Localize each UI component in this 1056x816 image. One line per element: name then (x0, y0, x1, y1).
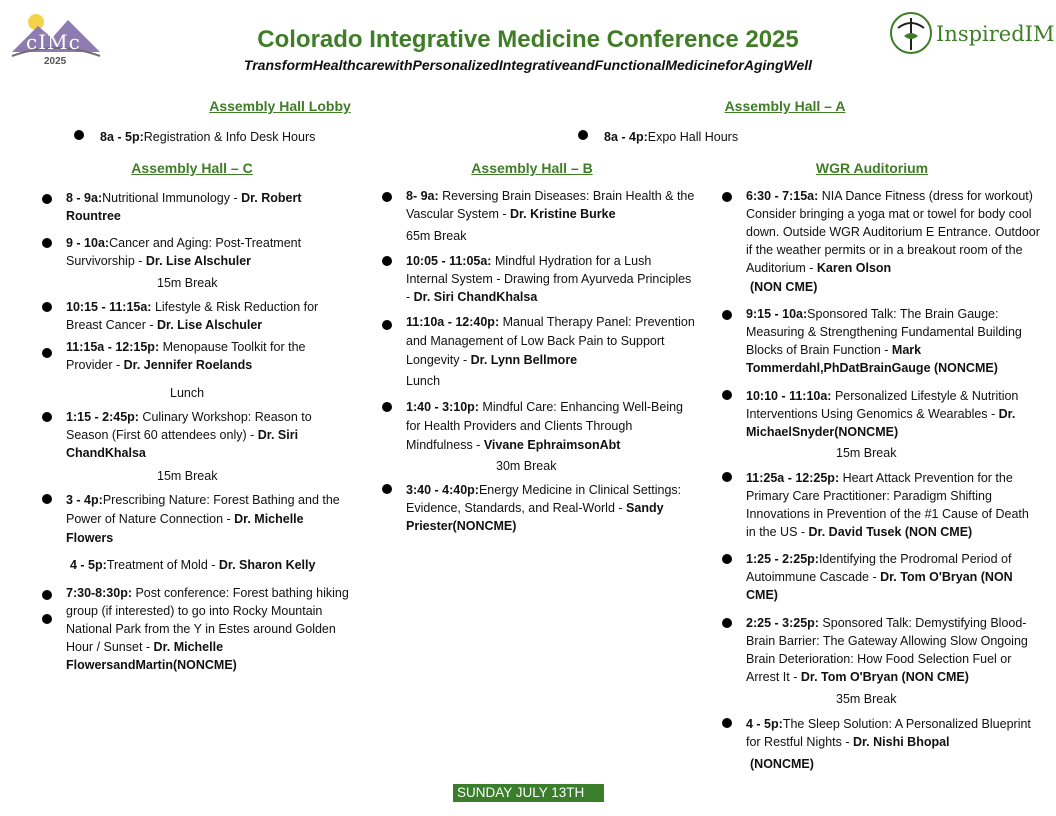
bullet-icon (722, 192, 732, 202)
bullet-icon (382, 256, 392, 266)
non-cme-note: (NON CME) (750, 280, 818, 294)
bullet-icon (722, 618, 732, 628)
bullet-icon (42, 238, 52, 248)
bullet-icon (722, 718, 732, 728)
hall-c-heading: Assembly Hall – C (131, 160, 253, 176)
session-item: 3 - 4p:Prescribing Nature: Forest Bathing and the Power of Nature Connection - Dr. Michelle Flowers (66, 493, 340, 545)
page-title: Colorado Integrative Medicine Conference 2025 (257, 26, 799, 53)
session-item: 10:05 - 11:05a: Mindful Hydration for a Lush Internal System - Drawing from Ayurveda Principles - Dr. Siri ChandKhalsa (406, 254, 692, 304)
cimc-logo-year: 2025 (44, 56, 67, 67)
bullet-icon (42, 302, 52, 312)
lobby-item: 8a - 5p:Registration & Info Desk Hours (100, 130, 316, 144)
break-label: Lunch (170, 386, 205, 400)
break-label: 65m Break (406, 229, 467, 243)
inspiredim-logo-text: InspiredIM (936, 22, 1055, 46)
bullet-icon (382, 484, 392, 494)
session-item: 2:25 - 3:25p: Sponsored Talk: Demystifying Blood-Brain Barrier: The Gateway Allowing Slow Ongoing Brain Deterioration: How Food Selection Fuel or Arrest It - Dr. Tom O'Bryan (NON CME) (746, 616, 1028, 684)
session-item: 9 - 10a:Cancer and Aging: Post-Treatment Survivorship - Dr. Lise Alschuler (66, 236, 302, 268)
session-item: 4 - 5p:The Sleep Solution: A Personalized Blueprint for Restful Nights - Dr. Nishi Bhopal (746, 717, 1031, 749)
bullet-icon (74, 130, 84, 140)
wgr-heading: WGR Auditorium (815, 160, 929, 176)
lobby-heading: Assembly Hall Lobby (209, 98, 351, 114)
bullet-icon (722, 472, 732, 482)
session-item: 3:40 - 4:40p:Energy Medicine in Clinical Settings: Evidence, Standards, and Real-World - Sandy Priester(NONCME) (406, 483, 682, 533)
bullet-icon (382, 192, 392, 202)
session-item: 9:15 - 10a:Sponsored Talk: The Brain Gauge: Measuring & Strengthening Fundamental Building Blocks of Brain Function - Mark Tommerdahl,PhDatBrainGauge (NONCME) (746, 307, 1022, 375)
session-item: 10:15 - 11:15a: Lifestyle & Risk Reduction for Breast Cancer - Dr. Lise Alschuler (66, 300, 319, 332)
day-label: SUNDAY JULY 13TH (453, 784, 604, 802)
non-cme-note: (NONCME) (750, 757, 814, 771)
session-item: 11:10a - 12:40p: Manual Therapy Panel: Prevention and Management of Low Back Pain to Support Longevity - Dr. Lynn Bellmore (406, 315, 695, 367)
bullet-icon (722, 390, 732, 400)
hall-a-item: 8a - 4p:Expo Hall Hours (604, 130, 739, 144)
session-item: 11:25a - 12:25p: Heart Attack Prevention for the Primary Care Practitioner: Paradigm Shifting Innovations in Prevention of the #1 Cause of Death in the US - Dr. David Tusek (NON CME) (746, 471, 1029, 539)
hall-a-heading: Assembly Hall – A (724, 98, 846, 114)
bullet-icon (42, 348, 52, 358)
session-item: 1:40 - 3:10p: Mindful Care: Enhancing Well-Being for Health Providers and Clients Through Mindfulness - Vivane EphraimsonAbt (406, 400, 683, 452)
break-label: Lunch (406, 374, 441, 388)
bullet-icon (42, 494, 52, 504)
bullet-icon (42, 194, 52, 204)
break-label: 35m Break (836, 692, 897, 706)
break-label: 15m Break (157, 469, 218, 483)
session-item: 1:15 - 2:45p: Culinary Workshop: Reason to Season (First 60 attendees only) - Dr. Siri ChandKhalsa (66, 410, 312, 460)
page-subtitle: TransformHealthcarewithPersonalizedIntegrativeandFunctionalMedicineforAgingWell (243, 57, 813, 73)
bullet-icon (42, 614, 52, 624)
session-item: 4 - 5p:Treatment of Mold - Dr. Sharon Kelly (70, 558, 316, 572)
session-item: 10:10 - 11:10a: Personalized Lifestyle & Nutrition Interventions Using Genomics & Wearables - Dr. MichaelSnyder(NONCME) (746, 389, 1019, 439)
cimc-logo-text: cIMc (26, 30, 81, 54)
bullet-icon (382, 320, 392, 330)
break-label: 15m Break (157, 276, 218, 290)
session-item: 1:25 - 2:25p:Identifying the Prodromal Period of Autoimmune Cascade - Dr. Tom O'Bryan (NON CME) (746, 552, 1013, 602)
hall-b-heading: Assembly Hall – B (471, 160, 593, 176)
session-item: 8- 9a: Reversing Brain Diseases: Brain Health & the Vascular System - Dr. Kristine Burke (406, 189, 695, 221)
session-item: 6:30 - 7:15a: NIA Dance Fitness (dress for workout) Consider bringing a yoga mat or towel for body cool down. Outside WGR Auditorium E Entrance. Outdoor if the weather permits or in a breakout room of the Auditorium - Karen Olson (746, 189, 1040, 275)
bullet-icon (42, 590, 52, 600)
break-label: 30m Break (496, 459, 557, 473)
bullet-icon (42, 412, 52, 422)
session-item: 8 - 9a:Nutritional Immunology - Dr. Robert Rountree (66, 191, 302, 223)
bullet-icon (722, 310, 732, 320)
bullet-icon (578, 130, 588, 140)
session-item: 7:30-8:30p: Post conference: Forest bathing hiking group (if interested) to go into Rocky Mountain National Park from the Y in Estes around Golden Hour / Sunset - Dr. Michelle FlowersandMartin(NONCME) (66, 586, 349, 672)
break-label: 15m Break (836, 446, 897, 460)
bullet-icon (722, 554, 732, 564)
bullet-icon (382, 402, 392, 412)
session-item: 11:15a - 12:15p: Menopause Toolkit for the Provider - Dr. Jennifer Roelands (66, 340, 306, 372)
